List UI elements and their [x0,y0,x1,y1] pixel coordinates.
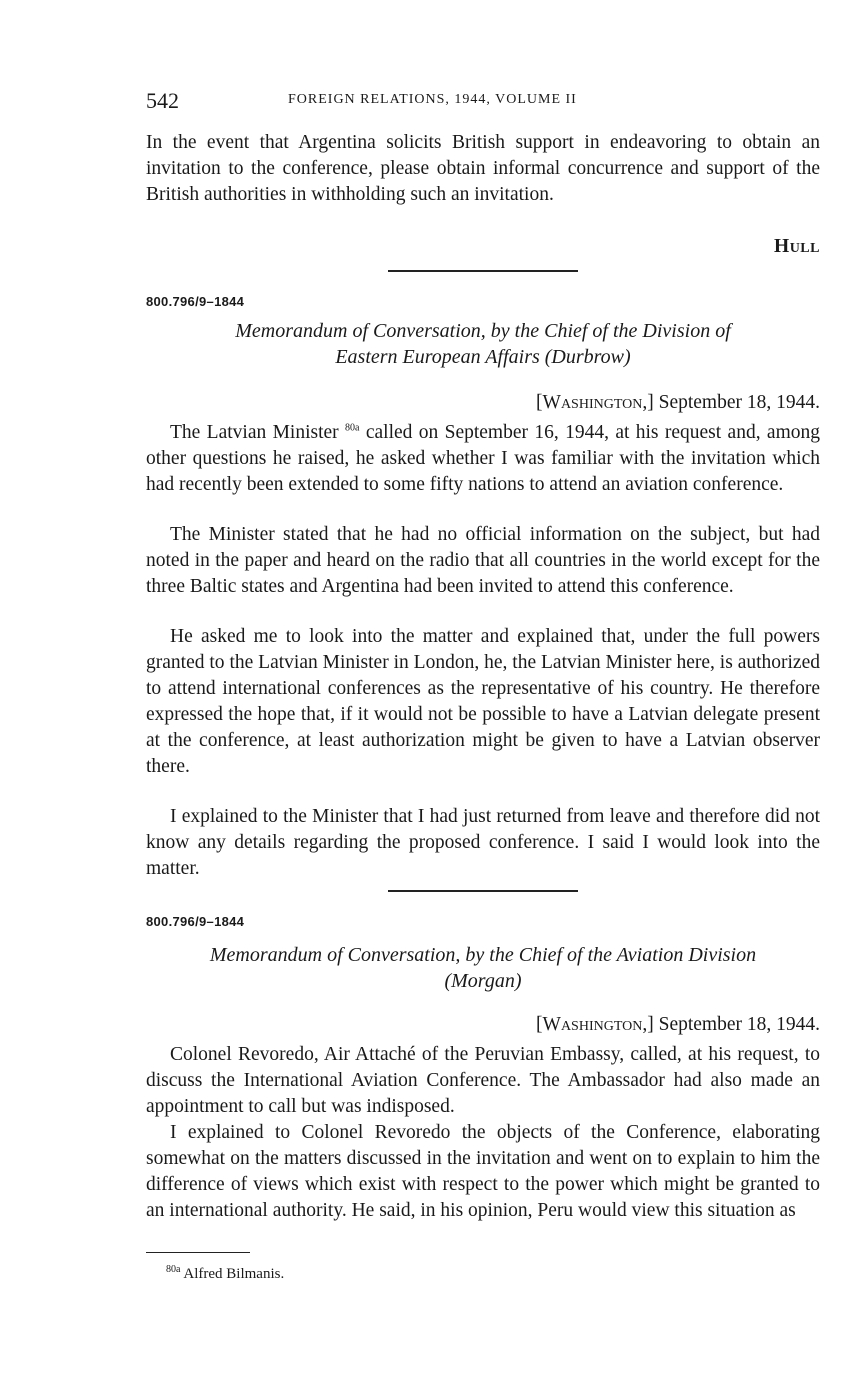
memo-title-line2: Eastern European Affairs (Durbrow) [335,346,631,368]
memo2-paragraph-1: Colonel Revoredo, Air Attaché of the Peruvian Embassy, called, at his request, to discuss the International Aviation Conference. The Ambassador had also made an appointment to call but was indisposed. [146,1044,820,1117]
running-title: FOREIGN RELATIONS, 1944, VOLUME II [288,92,577,107]
page-header [146,88,820,114]
footnote-rule [146,1252,250,1253]
memo-title-line1: Memorandum of Conversation, by the Chief of the Aviation Division [209,944,757,966]
memo2-paragraph-2: I explained to Colonel Revoredo the objects of the Conference, elaborating somewhat on the matters discussed in the invitation and went on to explain to him the difference of views which exist with respect to the power which might be granted to an international authority. He said, in his opinion, Peru would view this situation as [146,1122,820,1221]
memo-title-line1: Memorandum of Conversation, by the Chief of the Division of [235,320,731,342]
dateline-date: September 18, 1944. [658,1014,820,1035]
dateline [146,390,820,416]
section-divider [388,890,578,892]
footnote-reference: 80a [345,422,360,434]
signature: Hull [774,236,820,257]
footnote [166,1266,284,1283]
memo-title-line2: (Morgan) [444,970,522,992]
dateline-place: [Washington,] [536,1014,654,1035]
footnote-text: Alfred Bilmanis. [183,1266,285,1282]
memo1-p1-rest: called on September 16, 1944, at his request and, among other questions he raised, he asked whether I was familiar with the invitation which had recently been extended to some fifty nations to attend an aviation conference. [146,422,820,495]
dateline-date: September 18, 1944. [658,392,820,413]
memo1-paragraph-3: He asked me to look into the matter and explained that, under the full powers granted to the Latvian Minister in London, he, the Latvian Minister here, is authorized to attend international conferences as the representative of his country. He therefore expressed the hope that, if it would not be possible to have a Latvian delegate present at the conference, at least authorization might be given to have a Latvian observer there. [146,626,820,777]
file-number: 800.796/9–1844 [146,914,245,929]
file-number: 800.796/9–1844 [146,294,245,309]
page-number: 542 [146,88,179,113]
memo1-paragraph-4: I explained to the Minister that I had just returned from leave and therefore did not know any details regarding the proposed conference. I said I would look into the matter. [146,806,820,879]
intro-paragraph: In the event that Argentina solicits British support in endeavoring to obtain an invitation to the conference, please obtain informal concurrence and support of the British authorities in withholding such an invitation. [146,132,820,205]
section-divider [388,270,578,272]
dateline-place: [Washington,] [536,392,654,413]
dateline [146,1012,820,1038]
footnote-mark: 80a [166,1264,181,1275]
memo1-paragraph-2: The Minister stated that he had no official information on the subject, but had noted in the paper and heard on the radio that all countries in the world except for the three Baltic states and Argentina had been invited to attend this conference. [146,524,820,597]
memo1-p1-start: The Latvian Minister [170,422,339,443]
memo1-paragraph-1 [146,420,820,498]
